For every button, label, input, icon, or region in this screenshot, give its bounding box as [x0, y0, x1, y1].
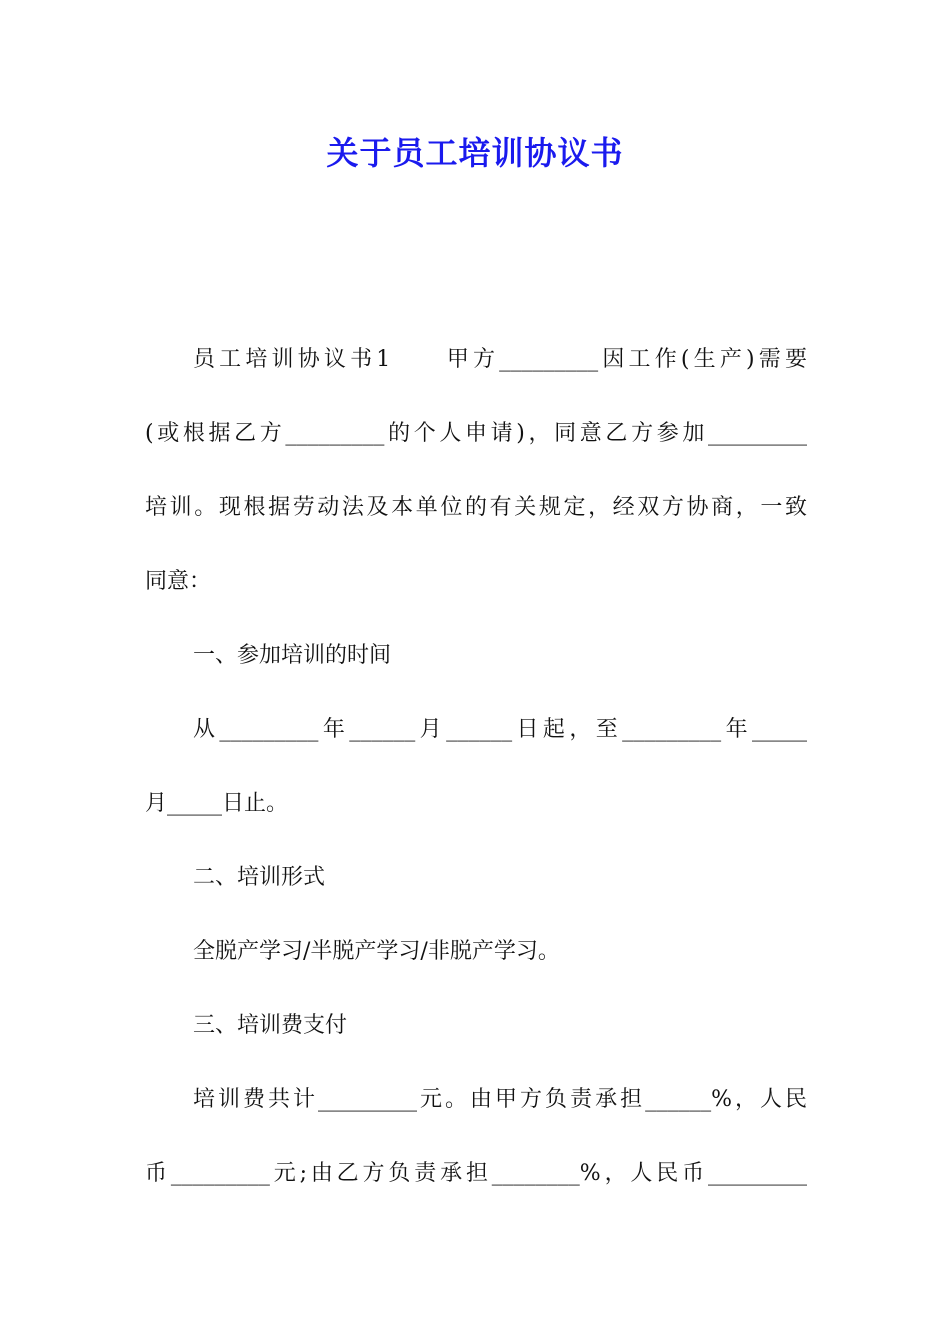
section-heading-2: 二、培训形式: [193, 865, 326, 890]
section-heading-1: 一、参加培训的时间: [193, 643, 392, 668]
paragraph-line-9: 币_________元;由乙方负责承担________%，人民币_________: [145, 1161, 807, 1186]
document-title: 关于员工培训协议书: [326, 134, 624, 172]
paragraph-line-4: 同意：: [145, 569, 212, 594]
paragraph-line-2: (或根据乙方_________的个人申请)，同意乙方参加_________: [145, 421, 807, 446]
paragraph-line-6: 月_____日止。: [145, 791, 289, 816]
section-heading-3: 三、培训费支付: [193, 1013, 348, 1038]
paragraph-line-7: 全脱产学习/半脱产学习/非脱产学习。: [193, 939, 560, 964]
paragraph-line-8: 培训费共计_________元。由甲方负责承担______%，人民: [193, 1087, 807, 1112]
paragraph-line-3: 培训。现根据劳动法及本单位的有关规定，经双方协商，一致: [145, 495, 807, 520]
paragraph-line-5: 从_________年______月______日起，至_________年_____: [193, 717, 807, 742]
document-body: [145, 333, 807, 1221]
paragraph-line-1: 员工培训协议书1 甲方_________因工作(生产)需要: [193, 347, 807, 372]
